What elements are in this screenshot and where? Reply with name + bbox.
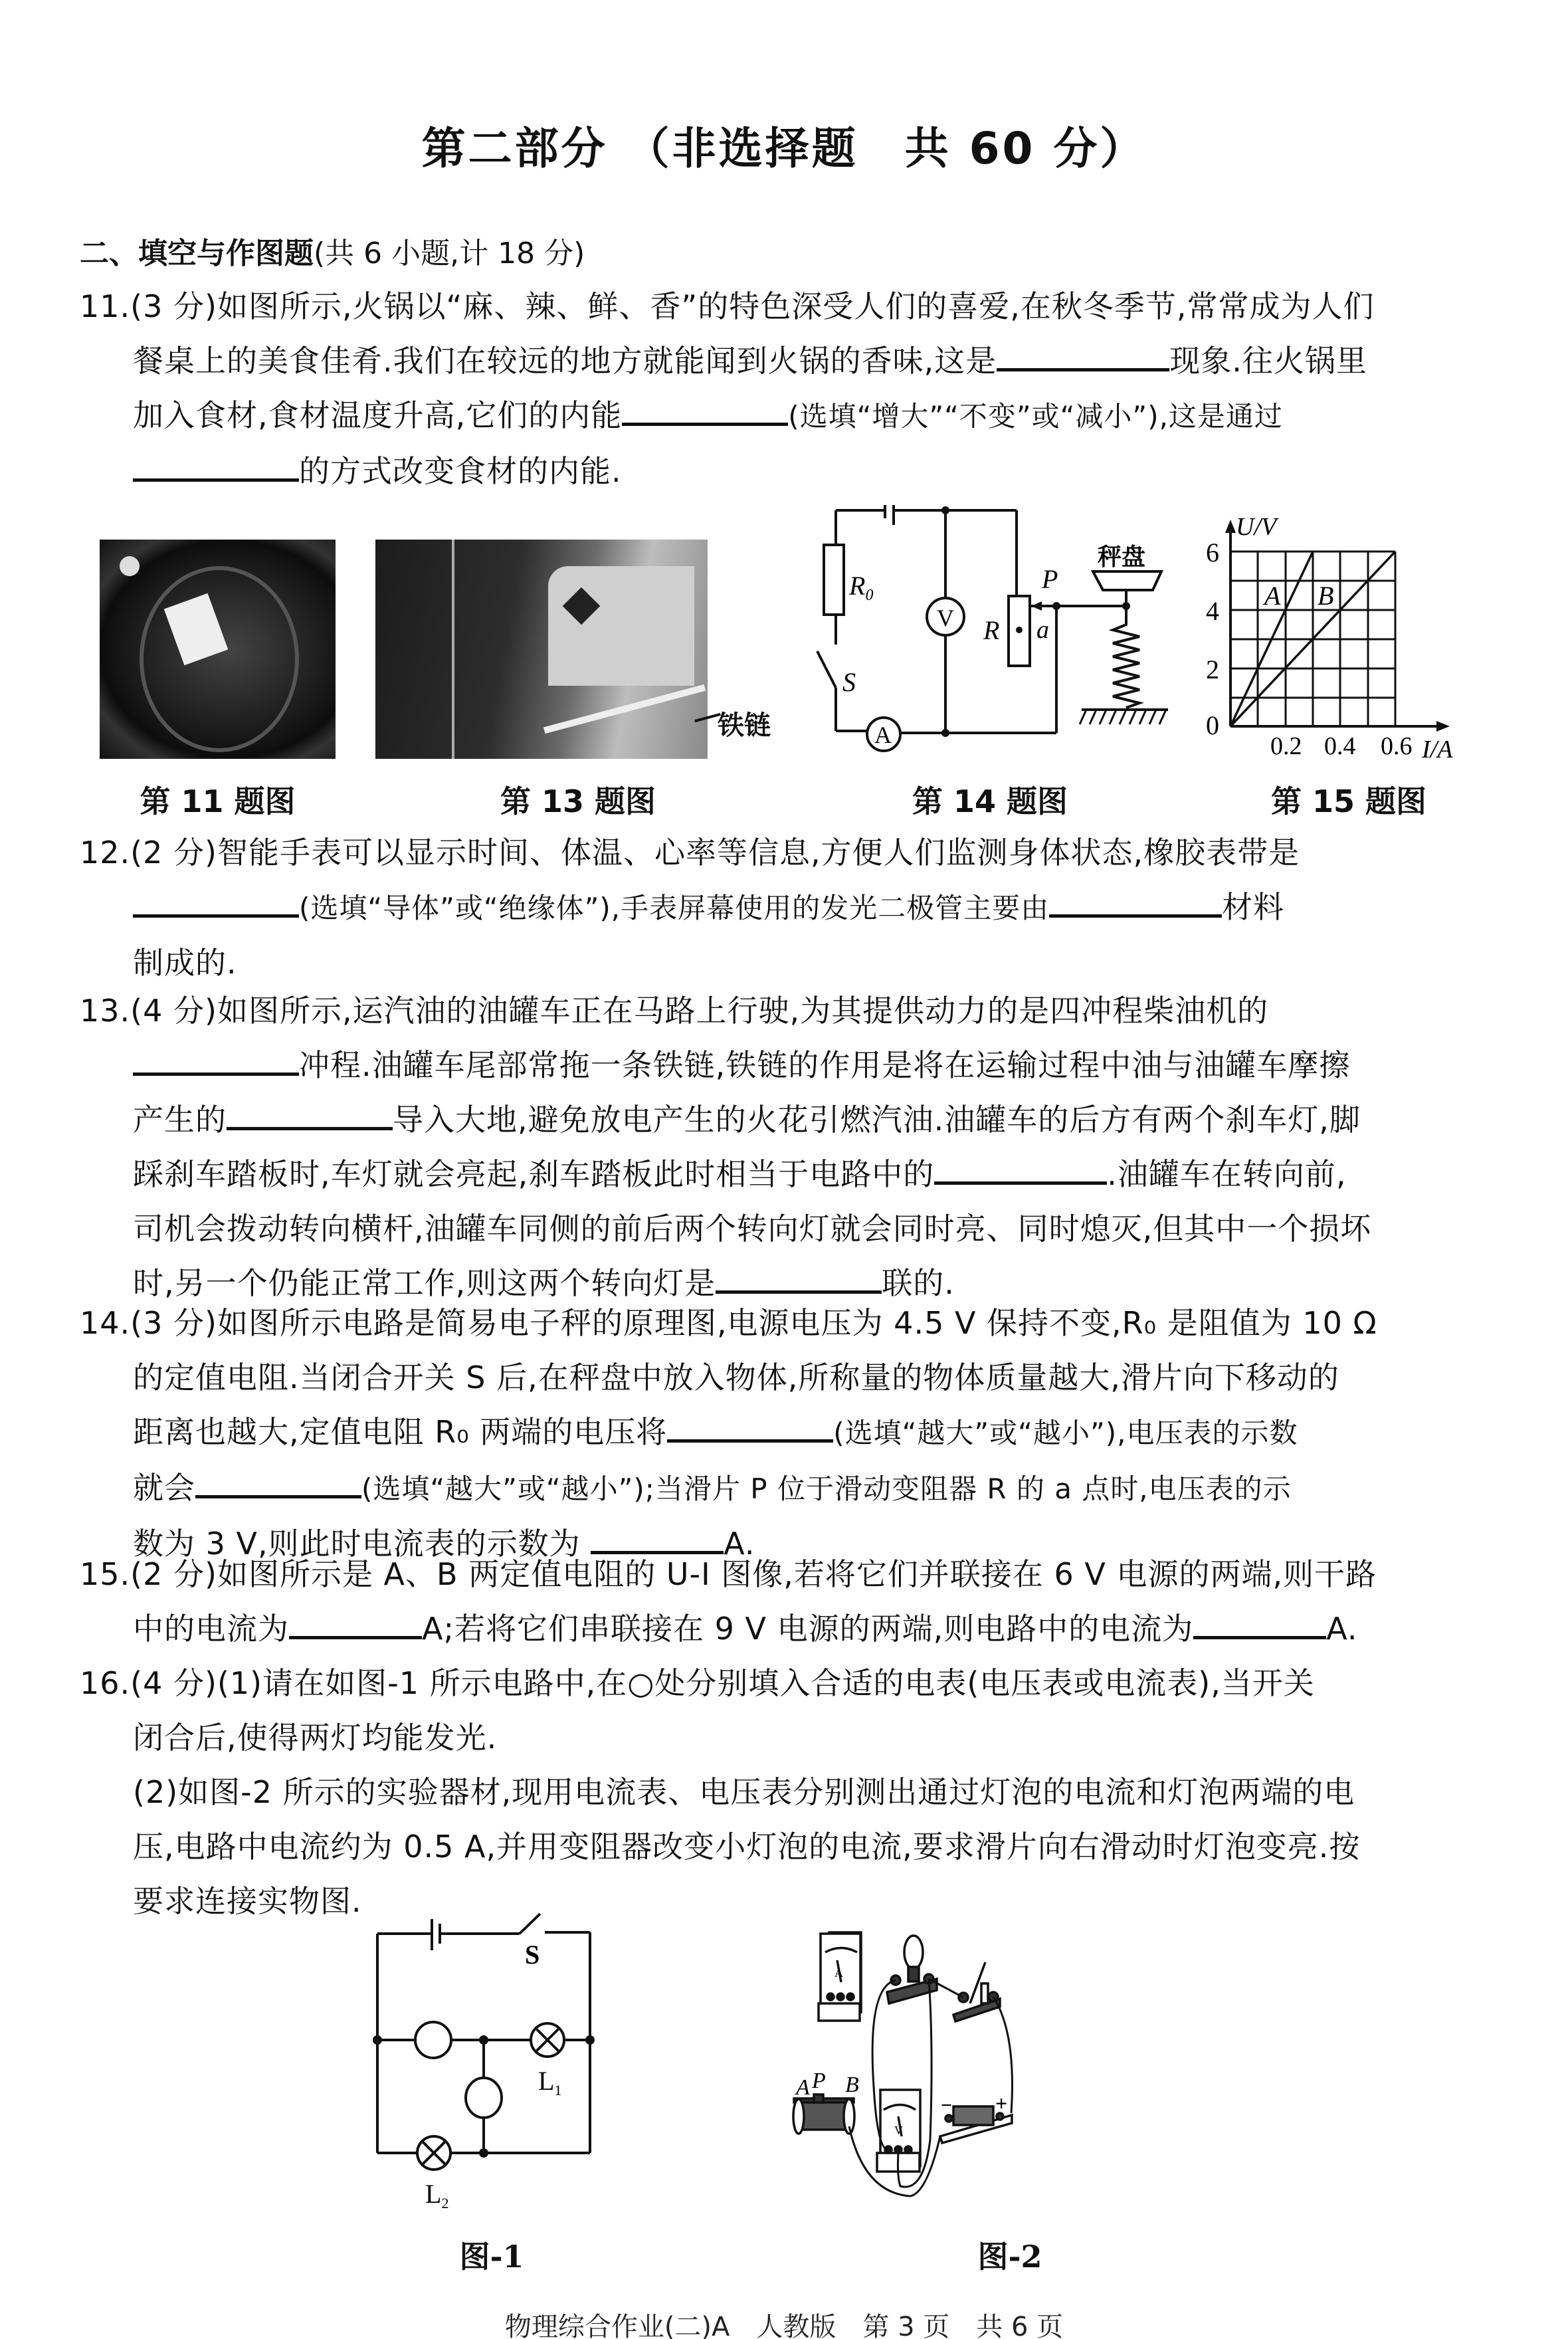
question-number: 16. — [80, 1665, 131, 1701]
q14-line: (3 分)如图所示电路是简易电子秤的原理图,电源电压为 4.5 V 保持不变,R₀ 是阻值为 10 Ω — [130, 1305, 1377, 1341]
q14-line: 距离也越大,定值电阻 R₀ 两端的电压将 — [133, 1414, 668, 1450]
page-title: 第二部分 （非选择题 共 60 分） — [421, 123, 1147, 174]
rheostat-b-label: B — [845, 2073, 859, 2097]
answer-blank[interactable] — [289, 1605, 422, 1639]
series-b-label: B — [1318, 581, 1334, 611]
question-15 — [80, 1547, 1495, 1656]
tanker-truck-photo — [375, 540, 708, 759]
y-axis-label: U/V — [1236, 513, 1277, 541]
q16-line: (2)如图-2 所示的实验器材,现用电流表、电压表分别测出通过灯泡的电流和灯泡两端的电 — [133, 1774, 1355, 1810]
answer-blank[interactable] — [934, 1150, 1107, 1185]
rheostat-p-label: P — [812, 2069, 826, 2093]
switch-label: S — [842, 667, 856, 697]
q14-line: 的定值电阻.当闭合开关 S 后,在秤盘中放入物体,所称量的物体质量越大,滑片向下移动的 — [133, 1360, 1339, 1395]
question-number: 13. — [80, 993, 131, 1029]
question-14 — [80, 1296, 1495, 1571]
section-sub: (共 6 小题,计 18 分) — [314, 237, 585, 270]
q14-line: A. — [724, 1526, 755, 1562]
answer-blank[interactable] — [227, 1096, 393, 1130]
meter-slot-1 — [415, 2022, 451, 2058]
q11-line: (3 分)如图所示,火锅以“麻、辣、鲜、香”的特色深受人们的喜爱,在秋冬季节,常常成为人们 — [130, 288, 1375, 324]
answer-blank[interactable] — [667, 1408, 833, 1443]
question-13 — [80, 983, 1495, 1310]
point-a-label: a — [1036, 616, 1049, 644]
q12-line: (2 分)智能手表可以显示时间、体温、心率等信息,方便人们监测身体状态,橡胶表带是 — [130, 835, 1300, 870]
question-number: 11. — [80, 288, 131, 324]
answer-blank[interactable] — [997, 337, 1169, 371]
y-tick: 6 — [1206, 538, 1219, 567]
question-number: 15. — [80, 1556, 131, 1592]
q12-line: 制成的. — [133, 945, 237, 981]
figure-14-caption: 第 14 题图 — [912, 783, 1068, 819]
y-tick: 4 — [1206, 596, 1219, 626]
r0-label: $R_0$ — [849, 571, 874, 604]
q16-line: 闭合后,使得两灯均能发光. — [133, 1720, 498, 1756]
q13-line: 联的. — [882, 1265, 955, 1301]
ammeter-label: A — [874, 722, 892, 748]
q11-line: (选填“增大”“不变”或“减小”),这是通过 — [788, 400, 1283, 433]
q13-line: 产生的 — [133, 1102, 227, 1138]
figure-15-caption: 第 15 题图 — [1270, 783, 1427, 819]
x-axis-label: I/A — [1422, 736, 1453, 763]
q14-line: 数为 3 V,则此时电流表的示数为 — [133, 1526, 581, 1562]
q11-line: 餐桌上的美食佳肴.我们在较远的地方就能闻到火锅的香味,这是 — [133, 343, 997, 379]
q16-line: (4 分)(1)请在如图-1 所示电路中,在○处分别填入合适的电表(电压表或电流表),当开关 — [130, 1665, 1315, 1701]
y-tick: 0 — [1206, 710, 1219, 740]
q14-line: (选填“越大”或“越小”);当滑片 P 位于滑动变阻器 R 的 a 点时,电压表的示 — [361, 1473, 1292, 1505]
answer-blank[interactable] — [133, 883, 299, 918]
section-heading — [80, 229, 585, 272]
section-label: 二、填空与作图题 — [80, 237, 314, 270]
answer-blank[interactable] — [716, 1259, 882, 1294]
x-tick: 0.2 — [1270, 732, 1302, 760]
rheostat-device — [793, 2094, 854, 2134]
figure-16-1-caption: 图-1 — [459, 2239, 524, 2275]
answer-blank[interactable] — [1193, 1605, 1326, 1639]
rheostat-label: R — [983, 615, 1000, 645]
page-footer: 物理综合作业(二)A 人教版 第 3 页 共 6 页 — [504, 2312, 1064, 2339]
q16-line: 压,电路中电流约为 0.5 A,并用变阻器改变小灯泡的电流,要求滑片向右滑动时灯泡变亮.按 — [133, 1829, 1361, 1865]
question-16 — [80, 1656, 1495, 1928]
voltmeter-symbol: V — [894, 2124, 903, 2137]
lamp-l2-label: $L_2$ — [425, 2179, 449, 2211]
q13-line: 导入大地,避免放电产生的火花引燃汽油.油罐车的后方有两个刹车灯,脚 — [393, 1102, 1361, 1138]
electronic-scale-circuit — [784, 505, 1183, 758]
y-tick: 2 — [1206, 655, 1219, 684]
meter-slot-2 — [466, 2078, 502, 2118]
answer-blank[interactable] — [1049, 883, 1222, 918]
q14-line: (选填“越大”或“越小”),电压表的示数 — [833, 1417, 1298, 1449]
rheostat-a-label: A — [796, 2075, 810, 2100]
slider-p-label: P — [1042, 564, 1058, 594]
series-a-label: A — [1264, 581, 1281, 611]
q13-line: (4 分)如图所示,运汽油的油罐车正在马路上行驶,为其提供动力的是四冲程柴油机的 — [130, 993, 1269, 1029]
figure-13-caption: 第 13 题图 — [500, 783, 656, 819]
figure-11-caption: 第 11 题图 — [140, 783, 296, 819]
figure-16-1-circuit — [332, 1900, 664, 2219]
q13-line: 踩刹车踏板时,车灯就会亮起,刹车踏板此时相当于电路中的 — [133, 1156, 935, 1192]
q11-line: 现象.往火锅里 — [1169, 343, 1367, 379]
battery-minus-label: − — [941, 2094, 953, 2116]
x-tick: 0.6 — [1381, 732, 1413, 760]
answer-blank[interactable] — [195, 1464, 361, 1498]
lamp-l1-label: $L_1$ — [538, 2066, 562, 2098]
ammeter-symbol: A — [834, 1966, 843, 1980]
question-number: 12. — [80, 835, 131, 870]
x-tick: 0.4 — [1324, 732, 1356, 760]
battery-plus-label: + — [995, 2091, 1008, 2115]
hotpot-photo — [100, 540, 336, 759]
q13-line: 冲程.油罐车尾部常拖一条铁链,铁链的作用是将在运输过程中油与油罐车摩擦 — [299, 1047, 1351, 1083]
q16-line: 要求连接实物图. — [133, 1883, 362, 1919]
q12-line: (选填“导体”或“绝缘体”),手表屏幕使用的发光二极管主要由 — [299, 892, 1050, 924]
iron-chain-label: 铁链 — [718, 710, 771, 741]
switch-device — [953, 1962, 1000, 2021]
answer-blank[interactable] — [622, 391, 788, 426]
answer-blank[interactable] — [133, 447, 299, 482]
voltmeter-label: V — [937, 605, 954, 631]
q14-line: 就会 — [133, 1470, 195, 1506]
q11-line: 的方式改变食材的内能. — [299, 453, 622, 489]
q13-line: 时,另一个仍能正常工作,则这两个转向灯是 — [133, 1265, 716, 1301]
question-11 — [80, 279, 1495, 498]
q11-line: 加入食材,食材温度升高,它们的内能 — [133, 397, 623, 433]
q15-line: A. — [1326, 1611, 1358, 1647]
answer-blank[interactable] — [133, 1041, 299, 1076]
q15-line: 中的电流为 — [133, 1611, 289, 1647]
q15-line: (2 分)如图所示是 A、B 两定值电阻的 U-I 图像,若将它们并联接在 6 V 电源的两端,则干路 — [130, 1556, 1377, 1592]
q12-line: 材料 — [1222, 889, 1285, 925]
question-12 — [80, 825, 1495, 990]
q13-line: .油罐车在转向前, — [1107, 1156, 1347, 1192]
scale-pan-label: 秤盘 — [1098, 544, 1146, 570]
figure-16-2-apparatus — [784, 1914, 1415, 2233]
switch-s-label: S — [525, 1940, 540, 1970]
q15-line: A;若将它们串联接在 9 V 电源的两端,则电路中的电流为 — [422, 1611, 1194, 1647]
figure-16-2-caption: 图-2 — [977, 2239, 1042, 2275]
question-number: 14. — [80, 1305, 131, 1341]
q13-line: 司机会拨动转向横杆,油罐车同侧的前后两个转向灯就会同时亮、同时熄灭,但其中一个损坏 — [133, 1211, 1372, 1247]
u-i-chart — [1196, 505, 1502, 771]
